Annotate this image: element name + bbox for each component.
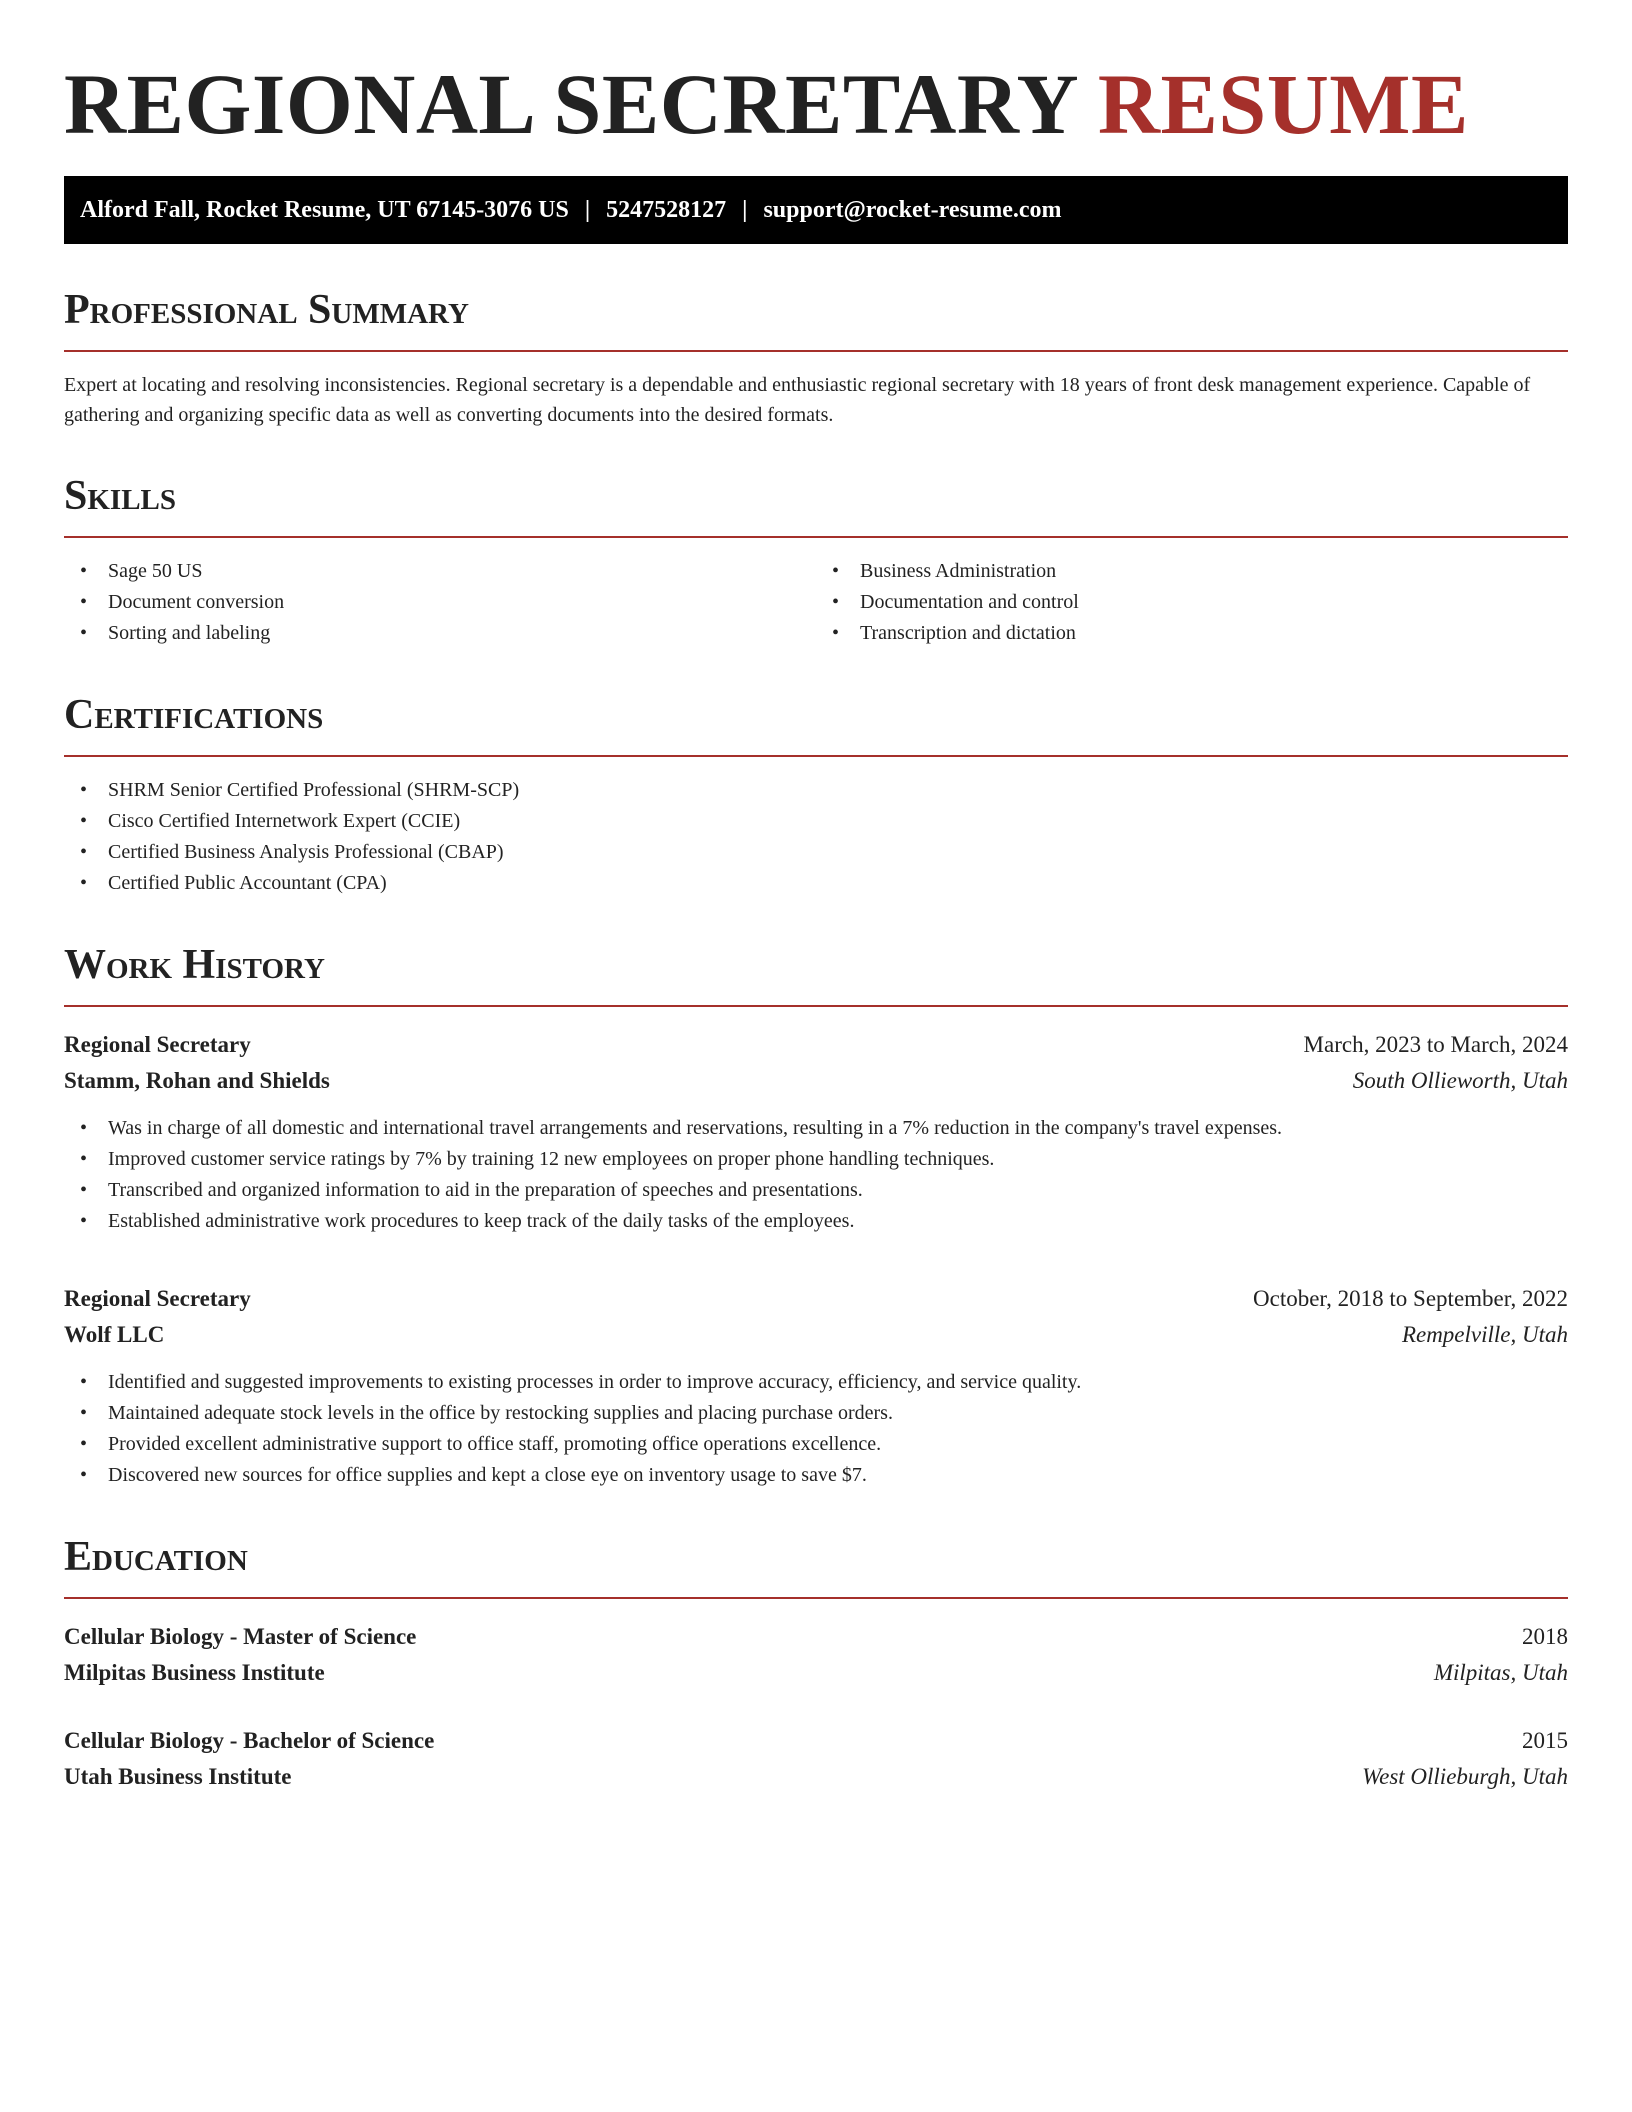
skill-item: • Document conversion [64,587,816,618]
school-location: Milpitas, Utah [1433,1660,1568,1685]
job-bullet: • Transcribed and organized information to aid in the preparation of speeches and presentations. [64,1175,1568,1206]
skill-item: • Transcription and dictation [816,618,1568,649]
skills-list-right [816,556,1568,649]
job-location: South Ollieworth, Utah [1352,1068,1568,1093]
section-divider [64,1597,1568,1599]
job-title-row [64,1027,1568,1063]
school-name: Utah Business Institute [64,1764,292,1789]
job-company-row [64,1063,1568,1099]
job-bullet: • Maintained adequate stock levels in the office by restocking supplies and placing purchase orders. [64,1398,1568,1429]
contact-phone: 5247528127 [606,196,727,223]
job-location: Rempelville, Utah [1401,1322,1568,1347]
section-divider [64,536,1568,538]
section-heading: Work History [64,942,325,988]
work-history-section [64,939,1568,1491]
title-main: REGIONAL SECRETARY [64,56,1076,152]
certification-item: • Certified Business Analysis Professional (CBAP) [64,837,1568,868]
certifications-section [64,689,1568,899]
section-heading: Professional Summary [64,287,469,333]
degree-name: Cellular Biology - Bachelor of Science [64,1728,435,1753]
section-heading: Certifications [64,692,324,738]
school-row [64,1655,1568,1691]
section-divider [64,350,1568,352]
certifications-list [64,775,1568,899]
section-heading: Skills [64,473,177,519]
job-dates: March, 2023 to March, 2024 [1303,1032,1568,1057]
skill-item: • Sorting and labeling [64,618,816,649]
contact-separator: | [742,196,748,223]
degree-row [64,1723,1568,1759]
job-title: Regional Secretary [64,1286,251,1311]
job-title: Regional Secretary [64,1032,251,1057]
contact-email[interactable]: support@rocket-resume.com [763,196,1062,223]
job-company-row [64,1317,1568,1353]
title-accent: RESUME [1097,56,1469,152]
job-title-row [64,1281,1568,1317]
job-bullet: • Discovered new sources for office supplies and kept a close eye on inventory usage to save $7. [64,1460,1568,1491]
skills-section [64,470,1568,649]
skill-item: • Sage 50 US [64,556,816,587]
summary-text: Expert at locating and resolving inconsistencies. Regional secretary is a dependable and enthusiastic regional secretary with 18 years of front desk management experience. Capable of gathering and organizing specific data as well as converting documents into the desired formats. [64,374,1531,426]
section-heading: Education [64,1534,248,1580]
contact-separator: | [584,196,591,223]
section-divider [64,755,1568,757]
certification-item: • Certified Public Accountant (CPA) [64,868,1568,899]
skill-item: • Business Administration [816,556,1568,587]
job-company: Wolf LLC [64,1322,165,1347]
school-name: Milpitas Business Institute [64,1660,325,1685]
degree-year: 2018 [1522,1624,1568,1649]
job-bullets [64,1113,1568,1237]
school-location: West Ollieburgh, Utah [1362,1764,1568,1789]
certification-item: • Cisco Certified Internetwork Expert (CCIE) [64,806,1568,837]
skills-list-left [64,556,816,649]
school-row [64,1759,1568,1795]
certification-item: • SHRM Senior Certified Professional (SHRM-SCP) [64,775,1568,806]
resume-title [64,54,1568,154]
job-bullet: • Was in charge of all domestic and international travel arrangements and reservations, resulting in a 7% reduction in the company's travel expenses. [64,1113,1568,1144]
education-entry [64,1619,1568,1691]
degree-row [64,1619,1568,1655]
section-divider [64,1005,1568,1007]
job-dates: October, 2018 to September, 2022 [1253,1286,1568,1311]
job-bullet: • Identified and suggested improvements to existing processes in order to improve accuracy, efficiency, and service quality. [64,1367,1568,1398]
education-entry [64,1723,1568,1795]
education-section [64,1531,1568,1795]
job-bullet: • Provided excellent administrative support to office staff, promoting office operations excellence. [64,1429,1568,1460]
summary-section [64,284,1568,430]
skills-grid [64,556,1568,649]
job-company: Stamm, Rohan and Shields [64,1068,330,1093]
job-entry [64,1281,1568,1491]
skill-item: • Documentation and control [816,587,1568,618]
degree-year: 2015 [1522,1728,1568,1753]
job-entry [64,1027,1568,1237]
job-bullet: • Established administrative work procedures to keep track of the daily tasks of the employees. [64,1206,1568,1237]
degree-name: Cellular Biology - Master of Science [64,1624,417,1649]
contact-bar [64,176,1568,244]
job-bullets [64,1367,1568,1491]
job-bullet: • Improved customer service ratings by 7% by training 12 new employees on proper phone handling techniques. [64,1144,1568,1175]
contact-address: Alford Fall, Rocket Resume, UT 67145-3076 US [80,196,569,223]
